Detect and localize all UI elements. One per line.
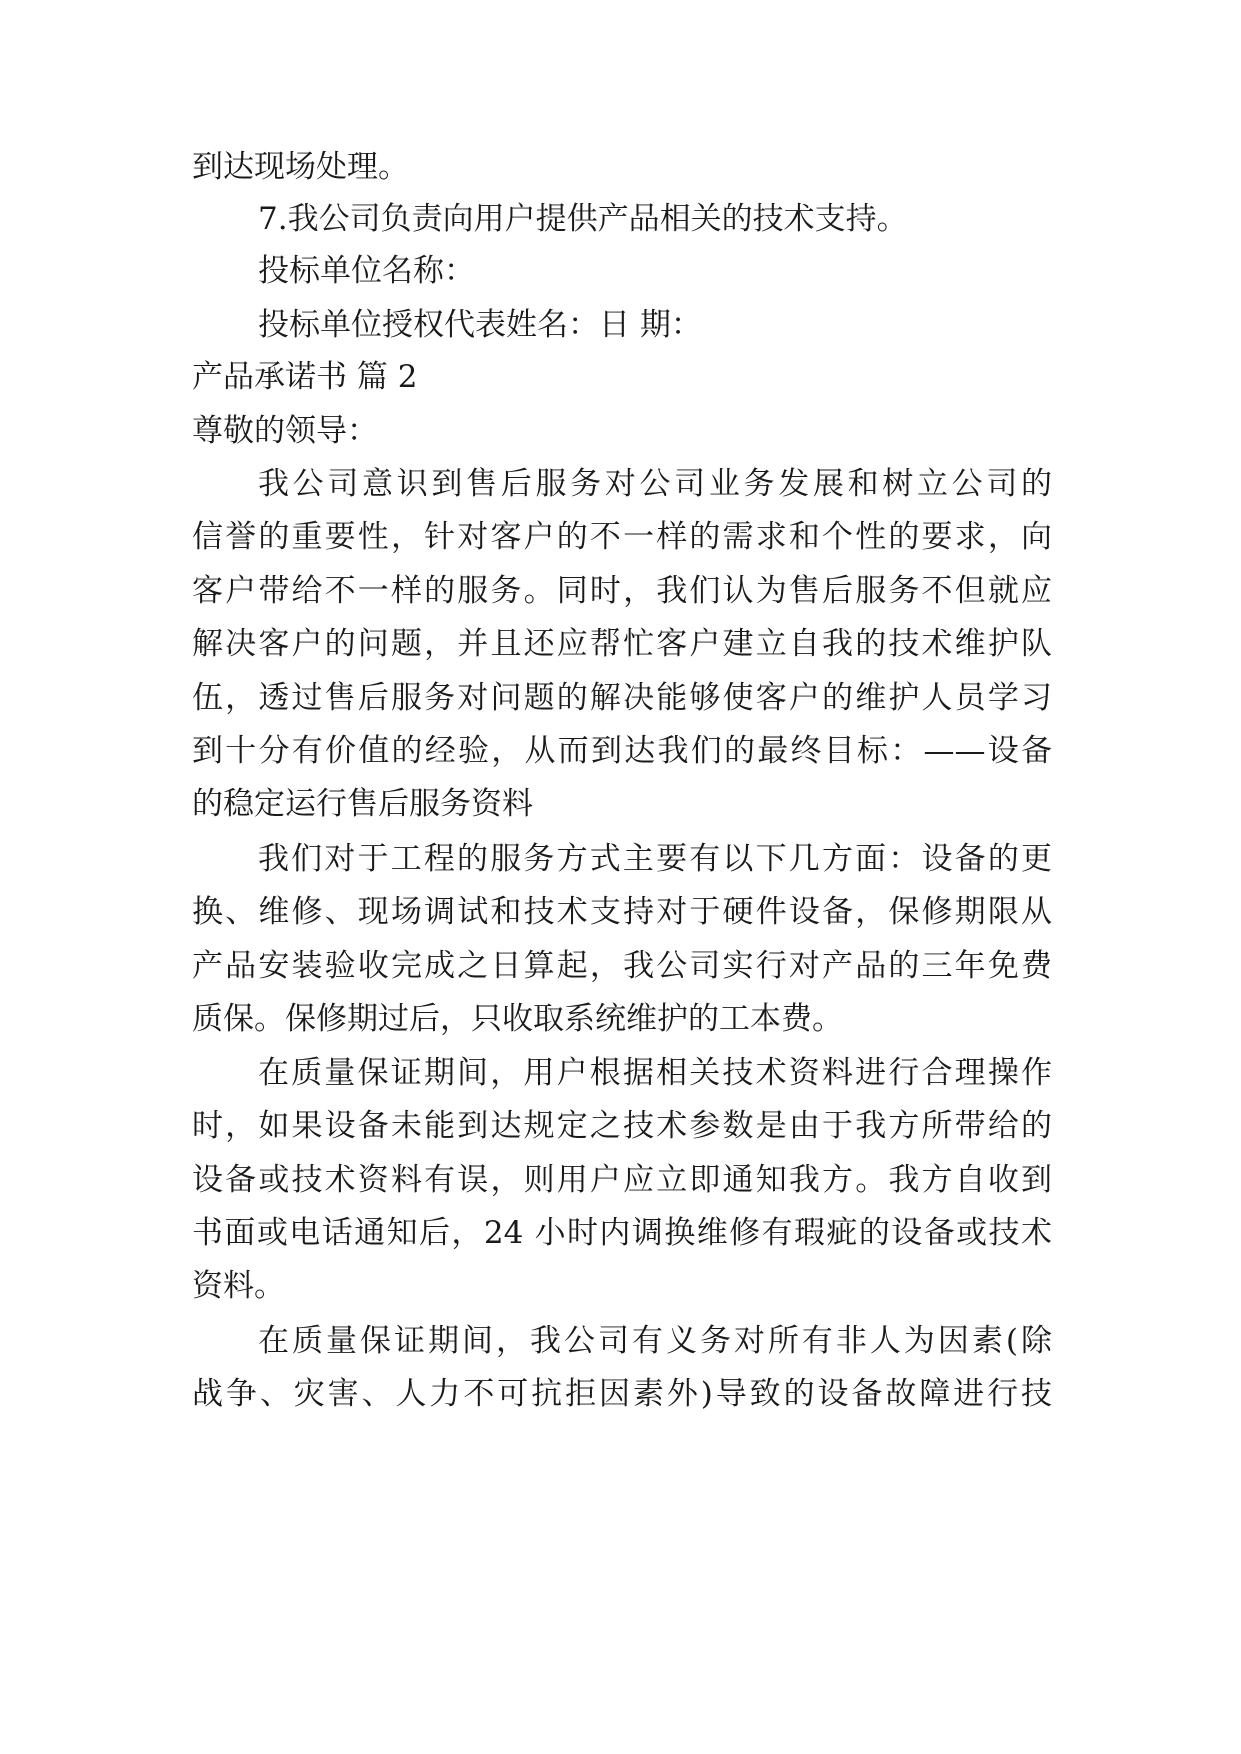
paragraph-line: 换、维修、现场调试和技术支持对于硬件设备，保修期限从 — [192, 894, 1052, 930]
paragraph-line: 质保。保修期过后，只收取系统维护的工本费。 — [192, 1001, 843, 1037]
paragraph-line: 解决客户的问题，并且还应帮忙客户建立自我的技术维护队 — [192, 626, 1052, 662]
paragraph-line: 战争、灾害、人力不可抗拒因素外)导致的设备故障进行技 — [192, 1376, 1052, 1412]
paragraph-line: 客户带给不一样的服务。同时，我们认为售后服务不但就应 — [192, 573, 1052, 609]
field-label-representative-date: 投标单位授权代表姓名：日 期： — [258, 307, 702, 343]
paragraph-line: 我们对于工程的服务方式主要有以下几方面：设备的更 — [258, 841, 1052, 877]
paragraph-line: 设备或技术资料有误，则用户应立即通知我方。我方自收到 — [192, 1162, 1052, 1198]
salutation: 尊敬的领导： — [192, 413, 378, 449]
text-line: 到达现场处理。 — [192, 149, 409, 185]
paragraph-line: 时，如果设备未能到达规定之技术参数是由于我方所带给的 — [192, 1108, 1052, 1144]
paragraph-line: 在质量保证期间，用户根据相关技术资料进行合理操作 — [258, 1055, 1052, 1091]
paragraph-line: 资料。 — [192, 1268, 285, 1304]
paragraph-line: 书面或电话通知后，24 小时内调换维修有瑕疵的设备或技术 — [192, 1215, 1052, 1251]
paragraph-line: 我公司意识到售后服务对公司业务发展和树立公司的 — [258, 466, 1052, 502]
paragraph-line: 伍，透过售后服务对问题的解决能够使客户的维护人员学习 — [192, 680, 1052, 716]
paragraph-line: 信誉的重要性，针对客户的不一样的需求和个性的要求，向 — [192, 519, 1052, 555]
section-title: 产品承诺书 篇 2 — [192, 359, 418, 395]
paragraph-line: 在质量保证期间，我公司有义务对所有非人为因素(除 — [258, 1323, 1052, 1359]
list-item: 7.我公司负责向用户提供产品相关的技术支持。 — [258, 201, 908, 237]
paragraph-line: 到十分有价值的经验，从而到达我们的最终目标：——设备 — [192, 733, 1052, 769]
paragraph-line: 产品安装验收完成之日算起，我公司实行对产品的三年免费 — [192, 948, 1052, 984]
paragraph-line: 的稳定运行售后服务资料 — [192, 786, 533, 822]
field-label-bidder-name: 投标单位名称： — [258, 253, 475, 289]
